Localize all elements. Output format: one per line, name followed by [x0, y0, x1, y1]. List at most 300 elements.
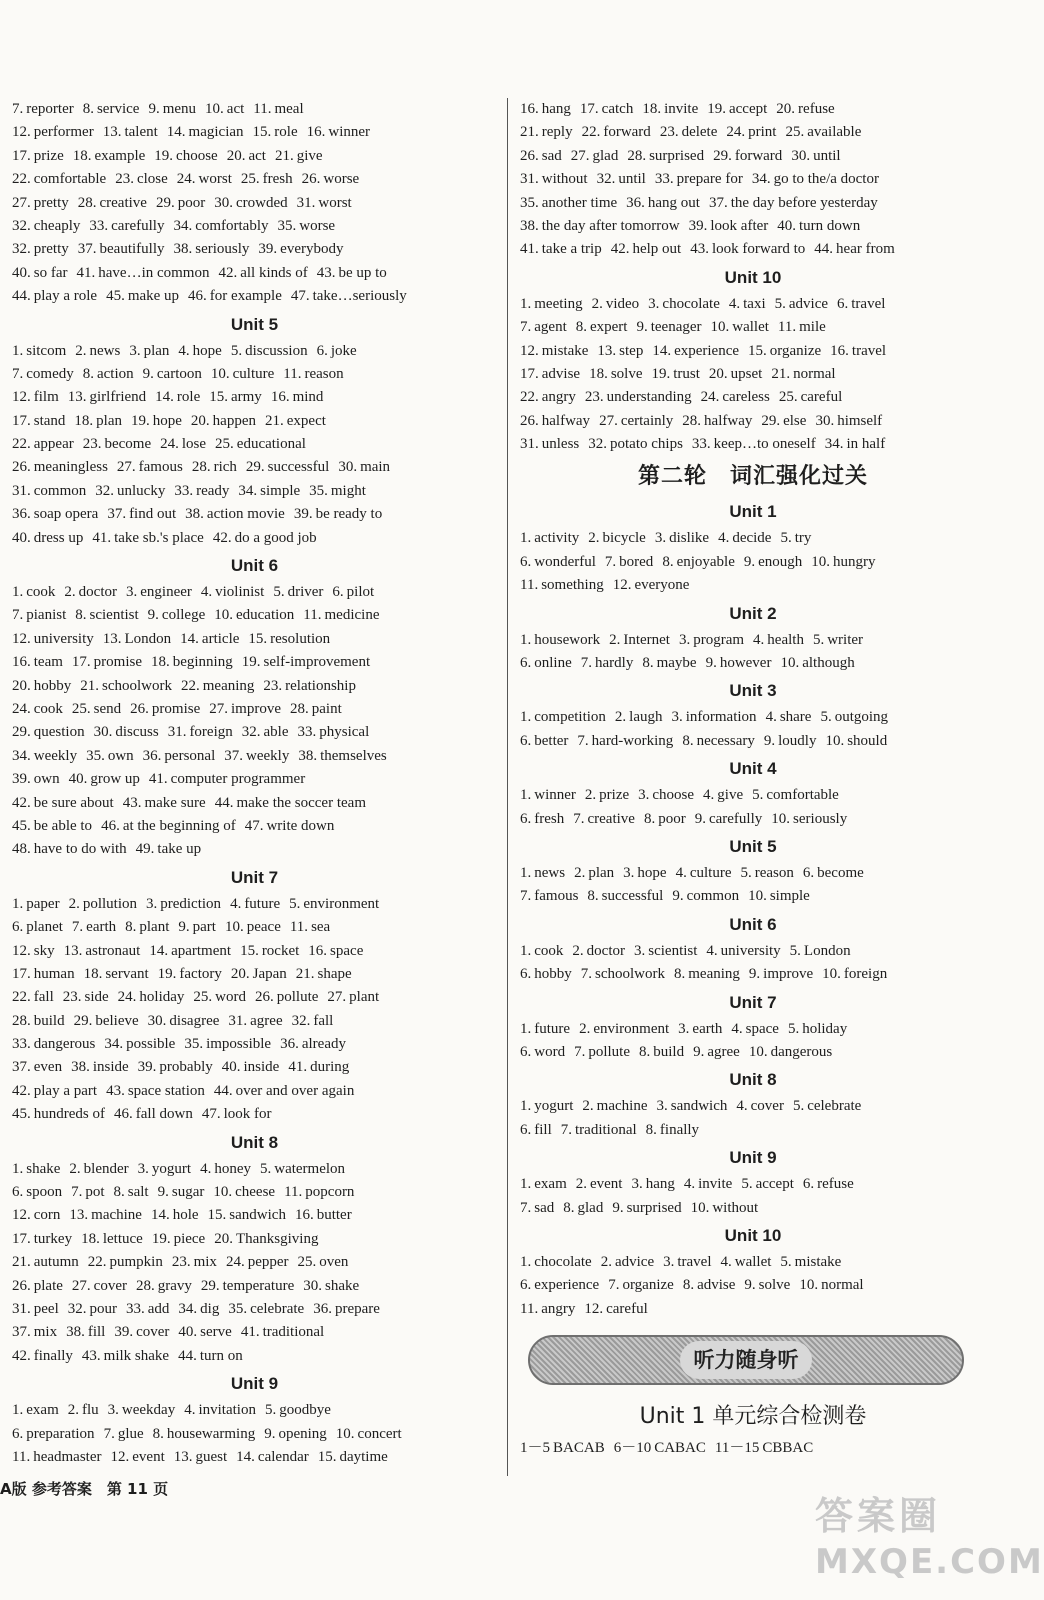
- answer-text: lettuce: [102, 1230, 143, 1247]
- unit-heading: Unit 5: [230, 314, 279, 334]
- answer-number: 42.: [12, 1082, 31, 1099]
- answer-item: [117, 459, 183, 475]
- answer-item: [12, 1013, 65, 1029]
- answer-item: [214, 1083, 354, 1099]
- answer-item: [520, 124, 573, 140]
- answer-number: 5.: [812, 631, 825, 648]
- answer-text: simple: [769, 888, 810, 905]
- answer-item: [656, 1098, 727, 1114]
- answer-item: [201, 584, 264, 600]
- answer-text: promise: [151, 700, 201, 717]
- answer-number: 8.: [682, 1277, 695, 1294]
- answer-item: [12, 631, 94, 647]
- answer-number: 5.: [740, 864, 752, 881]
- answer-number: 37.: [12, 1059, 31, 1076]
- answer-item: [178, 1324, 231, 1340]
- answer-number: 41.: [288, 1059, 308, 1076]
- answer-item: [238, 483, 300, 499]
- answer-number: 10.: [748, 888, 767, 905]
- answer-line: [12, 986, 497, 1009]
- section-title: 第二轮 词汇强化过关: [637, 464, 868, 490]
- answer-number: 31.: [520, 436, 539, 453]
- answer-number: 4.: [683, 1176, 696, 1193]
- answer-number: 10.: [335, 1425, 355, 1442]
- answer-item: [66, 1324, 105, 1340]
- answer-number: 30.: [815, 412, 835, 429]
- answer-number: 7.: [71, 1184, 83, 1201]
- answer-number: 12.: [520, 342, 539, 359]
- answer-number: 34.: [824, 436, 844, 453]
- answer-item: [12, 436, 74, 452]
- answer-number: 27.: [599, 412, 618, 429]
- answer-number: 45.: [12, 1106, 31, 1123]
- answer-text: lose: [181, 436, 207, 453]
- unit-heading: Unit 8: [230, 1132, 279, 1152]
- answer-item: [317, 265, 387, 281]
- answer-item: [520, 1200, 554, 1216]
- answer-item: [520, 1254, 592, 1270]
- answer-item: [12, 1231, 72, 1247]
- answer-item: [579, 1021, 669, 1037]
- answer-item: [814, 241, 894, 257]
- answer-item: [302, 171, 360, 187]
- answer-item: [283, 366, 343, 382]
- answer-text: dig: [200, 1300, 220, 1317]
- answer-item: [520, 655, 572, 671]
- answer-text: improve: [763, 966, 814, 983]
- answer-number: 38.: [298, 747, 318, 764]
- answer-item: [520, 888, 578, 904]
- answer-text: information: [685, 709, 757, 726]
- answer-number: 11.: [12, 1448, 31, 1465]
- answer-item: [236, 1449, 309, 1465]
- answer-number: 34.: [104, 1036, 124, 1053]
- answer-number: 4.: [178, 342, 190, 359]
- answer-item: [201, 1278, 294, 1294]
- answer-text: service: [96, 101, 140, 117]
- answer-text: already: [301, 1036, 346, 1053]
- answer-item: [520, 436, 579, 452]
- answer-number: 2.: [572, 942, 584, 959]
- answer-item: [12, 1254, 79, 1270]
- answer-item: [837, 296, 885, 312]
- answer-text: pollute: [588, 1043, 630, 1060]
- answer-item: [693, 1044, 740, 1060]
- answer-item: [597, 171, 646, 187]
- answer-item: [241, 171, 293, 187]
- answer-number: 39.: [688, 217, 708, 234]
- answer-text: until: [618, 171, 646, 188]
- answer-text: scientist: [648, 942, 698, 959]
- answer-text: unlucky: [117, 482, 166, 499]
- answer-text: own: [107, 747, 134, 764]
- answer-item: [776, 101, 834, 117]
- answer-text: fill: [87, 1324, 106, 1341]
- answer-number: 42.: [12, 794, 31, 811]
- answer-item: [793, 1098, 861, 1114]
- answer-number: 8.: [639, 1043, 651, 1060]
- answer-text: earth: [692, 1020, 723, 1037]
- answer-text: make the soccer team: [236, 794, 366, 811]
- answer-text: stand: [33, 412, 66, 429]
- answer-text: write down: [266, 817, 335, 834]
- answer-number: 9.: [148, 101, 160, 117]
- answer-text: hundreds of: [33, 1106, 105, 1123]
- answer-text: relationship: [285, 677, 356, 694]
- unit-heading: Unit 9: [729, 1148, 777, 1168]
- answer-number: 2.: [64, 584, 76, 601]
- answer-text: poor: [658, 810, 686, 827]
- answer-line: [12, 1399, 497, 1422]
- answer-number: 34.: [751, 171, 771, 188]
- answer-text: winner: [534, 787, 576, 804]
- answer-number: 23.: [263, 677, 283, 694]
- answer-text: travel: [677, 1253, 712, 1270]
- answer-item: [69, 1207, 142, 1223]
- answer-number: 44.: [178, 1347, 197, 1364]
- answer-item: [104, 1036, 175, 1052]
- answer-item: [652, 366, 700, 382]
- answer-item: [561, 1122, 637, 1138]
- answer-text: hope: [192, 342, 222, 359]
- answer-item: [178, 1301, 219, 1317]
- answer-number: 40.: [12, 264, 31, 281]
- answer-text: university: [33, 630, 94, 647]
- answer-text: take sb.'s place: [114, 529, 204, 546]
- answer-text: hang: [541, 101, 571, 117]
- answer-number: 15.: [240, 942, 259, 959]
- answer-line: [12, 121, 497, 144]
- answer-item: [184, 1402, 256, 1418]
- answer-line: [520, 410, 986, 433]
- answer-item: [12, 1402, 59, 1418]
- answer-number: 2.: [614, 709, 627, 726]
- answer-number: 33.: [125, 1300, 145, 1317]
- answer-text: environment: [303, 895, 380, 912]
- answer-number: 38.: [173, 241, 193, 258]
- answer-number: 21.: [274, 147, 294, 164]
- answer-number: 19.: [651, 365, 671, 382]
- answer-text: make up: [127, 288, 180, 305]
- answer-number: 5.: [741, 1176, 753, 1193]
- answer-number: 21.: [80, 677, 99, 694]
- answer-item: [213, 530, 317, 546]
- answer-number: 43.: [81, 1347, 101, 1364]
- answer-item: [599, 413, 673, 429]
- answer-item: [12, 654, 63, 670]
- answer-text: hope: [152, 412, 182, 429]
- answer-item: [12, 288, 97, 304]
- answer-number: 6.: [520, 1043, 532, 1060]
- answer-number: 23.: [82, 436, 102, 453]
- answer-number: 43.: [690, 241, 709, 258]
- answer-number: 24.: [225, 1254, 245, 1271]
- answer-line: [520, 1041, 986, 1064]
- answer-item: [241, 1324, 324, 1340]
- answer-item: [592, 296, 640, 312]
- answer-text: certainly: [620, 412, 674, 429]
- answer-text: BACAB: [553, 1440, 605, 1457]
- answer-number: 28.: [627, 147, 647, 164]
- answer-number: 11.: [520, 577, 539, 594]
- answer-number: 9.: [157, 1184, 169, 1201]
- answer-text: might: [330, 482, 366, 499]
- answer-item: [248, 631, 330, 647]
- answer-text: main: [360, 459, 391, 476]
- answer-text: worst: [198, 171, 232, 188]
- answer-number: 10.: [214, 607, 233, 624]
- answer-line: [520, 98, 986, 121]
- answer-number: 1.: [520, 1098, 532, 1115]
- answer-item: [520, 632, 600, 648]
- answer-item: [572, 943, 625, 959]
- answer-number: 14.: [180, 630, 199, 647]
- answer-number: 32.: [588, 436, 607, 453]
- answer-item: [290, 919, 330, 935]
- answer-line: [12, 145, 497, 168]
- answer-text: take up: [157, 841, 202, 858]
- answer-item: [188, 288, 282, 304]
- answer-number: 33.: [174, 482, 194, 499]
- answer-text: goodbye: [279, 1402, 331, 1419]
- answer-item: [295, 1207, 352, 1223]
- answer-text: comfortably: [195, 217, 269, 234]
- answer-number: 12.: [612, 577, 632, 594]
- answer-item: [12, 943, 55, 959]
- answer-number: 25.: [240, 171, 260, 188]
- answer-line: [12, 262, 497, 285]
- answer-number: 16.: [520, 101, 539, 117]
- answer-item: [12, 148, 64, 164]
- answer-number: 39.: [258, 241, 278, 258]
- answer-number: 37.: [224, 747, 243, 764]
- answer-number: 40.: [12, 529, 31, 546]
- answer-item: [520, 1277, 599, 1293]
- answer-text: travel: [851, 342, 887, 359]
- answer-item: [64, 584, 117, 600]
- answer-number: 44.: [12, 288, 31, 305]
- answer-text: hope: [637, 864, 667, 881]
- answer-item: [264, 1426, 327, 1442]
- answer-number: 11－15: [714, 1440, 760, 1457]
- answer-number: 3.: [678, 1020, 690, 1037]
- answer-number: 7.: [520, 319, 532, 336]
- answer-item: [799, 1277, 863, 1293]
- answer-number: 33.: [654, 171, 674, 188]
- answer-number: 24.: [12, 700, 31, 717]
- answer-number: 7.: [520, 888, 532, 905]
- answer-item: [726, 124, 776, 140]
- answer-item: [108, 1402, 176, 1418]
- answer-text: halfway: [541, 412, 591, 429]
- answer-line: [12, 168, 497, 191]
- answer-number: 6.: [520, 553, 532, 570]
- answer-number: 6.: [520, 1277, 532, 1294]
- answer-item: [64, 943, 141, 959]
- answer-text: Japan: [252, 965, 287, 982]
- answer-text: plan: [588, 864, 615, 881]
- answer-item: [589, 366, 642, 382]
- answer-item: [601, 1254, 654, 1270]
- answer-item: [585, 787, 629, 803]
- answer-text: worse: [323, 171, 360, 188]
- answer-text: guest: [195, 1448, 228, 1465]
- answer-number: 1.: [520, 295, 532, 312]
- answer-line: [12, 410, 497, 433]
- answer-item: [284, 1184, 354, 1200]
- answer-item: [692, 436, 816, 452]
- answer-item: [77, 265, 210, 281]
- answer-item: [253, 124, 298, 140]
- answer-item: [193, 989, 246, 1005]
- answer-number: 32.: [95, 482, 114, 499]
- answer-item: [520, 966, 572, 982]
- answer-number: 12.: [12, 1207, 31, 1224]
- answer-number: 32.: [67, 1300, 87, 1317]
- answer-text: forward: [603, 124, 651, 141]
- answer-text: reason: [304, 365, 344, 382]
- answer-text: fresh: [534, 810, 565, 827]
- answer-text: until: [813, 147, 841, 164]
- answer-number: 34.: [12, 747, 31, 764]
- answer-text: the day after tomorrow: [541, 217, 680, 234]
- answer-text: pumpkin: [109, 1254, 163, 1271]
- answer-item: [12, 795, 114, 811]
- answer-number: 12.: [12, 389, 31, 406]
- answer-text: weekly: [246, 747, 290, 764]
- answer-text: simple: [260, 482, 301, 499]
- answer-number: 2.: [584, 787, 597, 804]
- answer-item: [638, 787, 694, 803]
- answer-number: 46.: [101, 817, 120, 834]
- answer-item: [585, 389, 692, 405]
- answer-number: 11.: [289, 919, 309, 936]
- answer-item: [111, 1449, 165, 1465]
- answer-text: computer programmer: [170, 771, 306, 788]
- unit-heading: Unit 6: [230, 556, 279, 576]
- answer-number: 8.: [587, 888, 599, 905]
- answer-item: [740, 865, 793, 881]
- answer-number: 25.: [215, 436, 234, 453]
- answer-text: surprised: [626, 1199, 682, 1216]
- answer-number: 13.: [63, 942, 83, 959]
- answer-text: take a trip: [541, 241, 602, 258]
- answer-line: [12, 675, 497, 698]
- answer-number: 17.: [12, 147, 31, 164]
- answer-item: [771, 811, 847, 827]
- answer-line: [12, 940, 497, 963]
- answer-text: sugar: [171, 1184, 205, 1201]
- answer-item: [576, 1176, 623, 1192]
- answer-number: 11.: [303, 607, 322, 624]
- answer-item: [208, 1207, 286, 1223]
- answer-item: [520, 811, 564, 827]
- answer-text: hang: [645, 1176, 675, 1193]
- answer-text: scientist: [89, 607, 139, 624]
- answer-item: [178, 1348, 243, 1364]
- answer-text: pretty: [33, 241, 69, 258]
- answer-number: 43.: [106, 1082, 125, 1099]
- answer-text: talent: [124, 124, 158, 141]
- answer-text: example: [94, 147, 146, 164]
- answer-text: part: [192, 919, 216, 936]
- answer-item: [587, 888, 663, 904]
- answer-text: careful: [606, 1300, 648, 1317]
- answer-text: meal: [274, 101, 304, 117]
- answer-text: reply: [541, 124, 573, 141]
- answer-text: creative: [99, 194, 147, 211]
- answer-item: [185, 506, 285, 522]
- answer-line: [12, 1423, 497, 1446]
- answer-item: [520, 296, 583, 312]
- answer-text: advise: [697, 1277, 736, 1294]
- listening-banner: [528, 1335, 964, 1385]
- answer-text: impossible: [206, 1036, 272, 1053]
- answer-item: [749, 966, 813, 982]
- answer-line: [12, 527, 497, 550]
- answer-text: celebrate: [250, 1300, 305, 1317]
- answer-item: [307, 124, 370, 140]
- answer-text: act: [226, 101, 245, 117]
- answer-number: 9.: [693, 1043, 705, 1060]
- answer-text: side: [84, 989, 109, 1006]
- answer-item: [69, 896, 137, 912]
- answer-item: [642, 655, 696, 671]
- answer-text: pollution: [82, 895, 137, 912]
- answer-number: 23.: [171, 1254, 191, 1271]
- answer-number: 29.: [12, 724, 31, 741]
- answer-number: 29.: [200, 1277, 220, 1294]
- answer-text: health: [767, 631, 804, 648]
- answer-text: space: [330, 942, 364, 959]
- answer-line: [520, 885, 986, 908]
- answer-item: [82, 1348, 169, 1364]
- answer-text: at the beginning of: [122, 817, 236, 834]
- answer-number: 29.: [155, 194, 175, 211]
- answer-number: 23.: [584, 389, 604, 406]
- answer-item: [291, 288, 407, 304]
- answer-number: 47.: [290, 288, 310, 305]
- answer-number: 4.: [675, 864, 687, 881]
- answer-item: [12, 389, 59, 405]
- answer-item: [652, 343, 739, 359]
- answer-text: dress up: [33, 529, 84, 546]
- answer-number: 22.: [181, 677, 200, 694]
- answer-text: without: [712, 1199, 759, 1216]
- answer-item: [748, 343, 821, 359]
- answer-text: share: [779, 709, 812, 726]
- answer-number: 16.: [12, 654, 31, 671]
- answer-text: look for: [223, 1106, 272, 1123]
- answer-line: [520, 316, 986, 339]
- answer-text: corn: [33, 1207, 61, 1224]
- answer-line: [12, 1251, 497, 1274]
- answer-line: [520, 551, 986, 574]
- answer-text: become: [817, 864, 864, 881]
- answer-item: [265, 1402, 331, 1418]
- answer-number: 27.: [116, 459, 136, 476]
- answer-number: 8.: [575, 319, 587, 336]
- answer-item: [72, 701, 121, 717]
- answer-text: something: [541, 577, 604, 594]
- answer-text: hobby: [534, 966, 572, 983]
- answer-text: glad: [592, 147, 619, 164]
- answer-number: 15.: [209, 389, 228, 406]
- answer-item: [672, 888, 739, 904]
- answer-text: teenager: [650, 319, 702, 336]
- answer-text: fall: [33, 989, 54, 1006]
- answer-item: [790, 943, 851, 959]
